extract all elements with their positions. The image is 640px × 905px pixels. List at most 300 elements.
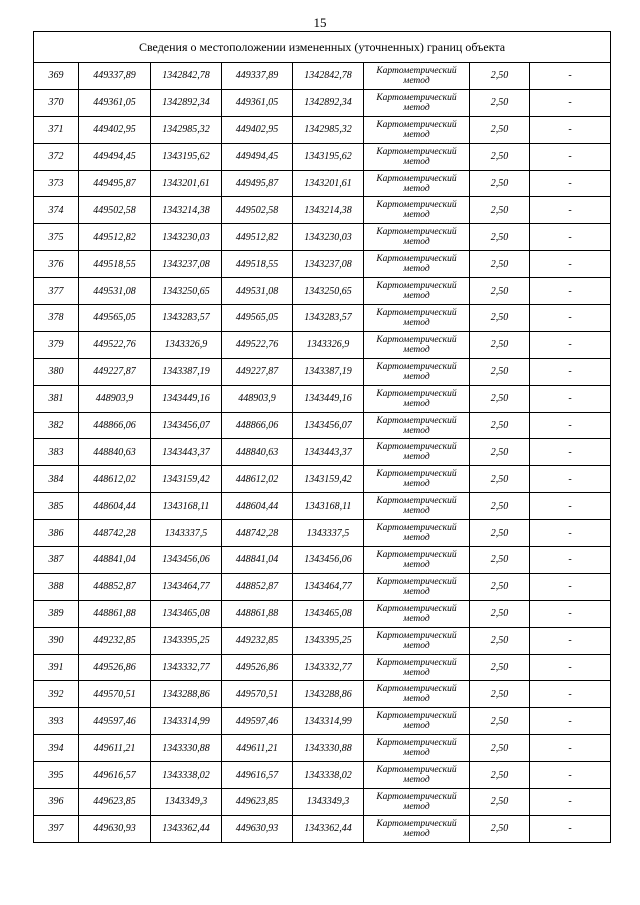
point-number-cell: 397 [34, 815, 79, 842]
accuracy-cell: 2,50 [470, 547, 530, 574]
x-new-cell: 448840,63 [222, 439, 293, 466]
table-row [34, 466, 611, 493]
method-line1: Картометрический [376, 630, 457, 641]
point-number-cell: 382 [34, 412, 79, 439]
method-cell [364, 600, 470, 627]
accuracy-cell: 2,50 [470, 305, 530, 332]
x-old-cell: 448742,28 [79, 520, 151, 547]
method-line2: метод [403, 667, 430, 678]
x-old-cell: 448861,88 [79, 600, 151, 627]
method-line1: Картометрический [376, 657, 457, 668]
table-caption: Сведения о местоположении измененных (уточненных) границ объекта [34, 32, 611, 63]
description-cell: - [530, 815, 611, 842]
table-row [34, 278, 611, 305]
table-row [34, 143, 611, 170]
point-number-cell: 394 [34, 735, 79, 762]
method-line1: Картометрический [376, 173, 457, 184]
y-new-cell: 1343443,37 [293, 439, 364, 466]
method-line2: метод [403, 748, 430, 759]
accuracy-cell: 2,50 [470, 251, 530, 278]
table-row [34, 305, 611, 332]
method-line1: Картометрический [376, 738, 457, 749]
point-number-cell: 386 [34, 520, 79, 547]
y-new-cell: 1343237,08 [293, 251, 364, 278]
method-cell [364, 654, 470, 681]
point-number-cell: 390 [34, 627, 79, 654]
accuracy-cell: 2,50 [470, 573, 530, 600]
point-number-cell: 372 [34, 143, 79, 170]
accuracy-cell: 2,50 [470, 143, 530, 170]
point-number-cell: 375 [34, 224, 79, 251]
table-body [34, 63, 611, 843]
description-cell: - [530, 789, 611, 816]
table-row [34, 385, 611, 412]
x-new-cell: 449232,85 [222, 627, 293, 654]
point-number-cell: 380 [34, 358, 79, 385]
method-cell [364, 170, 470, 197]
y-new-cell: 1343337,5 [293, 520, 364, 547]
method-line2: метод [403, 533, 430, 544]
method-cell [364, 815, 470, 842]
y-new-cell: 1342892,34 [293, 89, 364, 116]
x-new-cell: 449402,95 [222, 116, 293, 143]
point-number-cell: 377 [34, 278, 79, 305]
y-new-cell: 1343395,25 [293, 627, 364, 654]
y-old-cell: 1343230,03 [151, 224, 222, 251]
y-new-cell: 1343159,42 [293, 466, 364, 493]
accuracy-cell: 2,50 [470, 224, 530, 251]
x-new-cell: 448866,06 [222, 412, 293, 439]
table-row [34, 735, 611, 762]
description-cell: - [530, 116, 611, 143]
method-cell [364, 439, 470, 466]
description-cell: - [530, 170, 611, 197]
method-cell [364, 520, 470, 547]
point-number-cell: 391 [34, 654, 79, 681]
method-cell [364, 627, 470, 654]
point-number-cell: 385 [34, 493, 79, 520]
method-line1: Картометрический [376, 684, 457, 695]
point-number-cell: 378 [34, 305, 79, 332]
method-line2: метод [403, 506, 430, 517]
y-old-cell: 1343362,44 [151, 815, 222, 842]
description-cell: - [530, 251, 611, 278]
description-cell: - [530, 197, 611, 224]
method-cell [364, 278, 470, 305]
method-line2: метод [403, 586, 430, 597]
y-old-cell: 1343337,5 [151, 520, 222, 547]
accuracy-cell: 2,50 [470, 762, 530, 789]
method-cell [364, 762, 470, 789]
accuracy-cell: 2,50 [470, 358, 530, 385]
x-new-cell: 449522,76 [222, 331, 293, 358]
accuracy-cell: 2,50 [470, 654, 530, 681]
accuracy-cell: 2,50 [470, 331, 530, 358]
method-line2: метод [403, 721, 430, 732]
method-line2: метод [403, 828, 430, 839]
description-cell: - [530, 224, 611, 251]
x-old-cell: 449402,95 [79, 116, 151, 143]
method-cell [364, 143, 470, 170]
y-old-cell: 1343195,62 [151, 143, 222, 170]
point-number-cell: 370 [34, 89, 79, 116]
description-cell: - [530, 547, 611, 574]
x-old-cell: 449565,05 [79, 305, 151, 332]
method-line1: Картометрический [376, 765, 457, 776]
x-old-cell: 449611,21 [79, 735, 151, 762]
table-row [34, 815, 611, 842]
method-cell [364, 789, 470, 816]
method-cell [364, 493, 470, 520]
y-new-cell: 1343349,3 [293, 789, 364, 816]
table-row [34, 573, 611, 600]
y-new-cell: 1343456,06 [293, 547, 364, 574]
x-new-cell: 448852,87 [222, 573, 293, 600]
point-number-cell: 396 [34, 789, 79, 816]
x-new-cell: 449623,85 [222, 789, 293, 816]
method-line2: метод [403, 344, 430, 355]
x-old-cell: 449361,05 [79, 89, 151, 116]
y-new-cell: 1343362,44 [293, 815, 364, 842]
x-new-cell: 449495,87 [222, 170, 293, 197]
table-row [34, 681, 611, 708]
x-old-cell: 449502,58 [79, 197, 151, 224]
y-new-cell: 1343326,9 [293, 331, 364, 358]
x-new-cell: 448841,04 [222, 547, 293, 574]
description-cell: - [530, 385, 611, 412]
table-row [34, 600, 611, 627]
description-cell: - [530, 762, 611, 789]
x-old-cell: 449616,57 [79, 762, 151, 789]
x-new-cell: 449494,45 [222, 143, 293, 170]
y-old-cell: 1343443,37 [151, 439, 222, 466]
x-new-cell: 448903,9 [222, 385, 293, 412]
x-old-cell: 449494,45 [79, 143, 151, 170]
x-old-cell: 449531,08 [79, 278, 151, 305]
y-old-cell: 1342892,34 [151, 89, 222, 116]
table-row [34, 89, 611, 116]
description-cell: - [530, 708, 611, 735]
y-new-cell: 1343250,65 [293, 278, 364, 305]
method-line2: метод [403, 452, 430, 463]
method-line1: Картометрический [376, 496, 457, 507]
accuracy-cell: 2,50 [470, 735, 530, 762]
y-new-cell: 1343464,77 [293, 573, 364, 600]
y-new-cell: 1343465,08 [293, 600, 364, 627]
accuracy-cell: 2,50 [470, 600, 530, 627]
x-old-cell: 448852,87 [79, 573, 151, 600]
method-cell [364, 547, 470, 574]
accuracy-cell: 2,50 [470, 116, 530, 143]
accuracy-cell: 2,50 [470, 493, 530, 520]
method-line2: метод [403, 775, 430, 786]
y-old-cell: 1343449,16 [151, 385, 222, 412]
x-new-cell: 449597,46 [222, 708, 293, 735]
method-cell [364, 63, 470, 90]
y-new-cell: 1343283,57 [293, 305, 364, 332]
y-new-cell: 1343332,77 [293, 654, 364, 681]
accuracy-cell: 2,50 [470, 412, 530, 439]
point-number-cell: 392 [34, 681, 79, 708]
method-line1: Картометрический [376, 415, 457, 426]
method-line2: метод [403, 398, 430, 409]
x-old-cell: 449526,86 [79, 654, 151, 681]
page-number: 15 [313, 15, 327, 30]
method-line2: метод [403, 102, 430, 113]
method-line2: метод [403, 371, 430, 382]
description-cell: - [530, 439, 611, 466]
accuracy-cell: 2,50 [470, 439, 530, 466]
method-line2: метод [403, 75, 430, 86]
x-old-cell: 449337,89 [79, 63, 151, 90]
y-old-cell: 1342842,78 [151, 63, 222, 90]
y-old-cell: 1343332,77 [151, 654, 222, 681]
x-new-cell: 449531,08 [222, 278, 293, 305]
method-line2: метод [403, 613, 430, 624]
y-old-cell: 1342985,32 [151, 116, 222, 143]
y-new-cell: 1343214,38 [293, 197, 364, 224]
method-cell [364, 412, 470, 439]
y-old-cell: 1343250,65 [151, 278, 222, 305]
y-old-cell: 1343314,99 [151, 708, 222, 735]
method-cell [364, 385, 470, 412]
x-new-cell: 449526,86 [222, 654, 293, 681]
method-line1: Картометрический [376, 791, 457, 802]
x-old-cell: 449512,82 [79, 224, 151, 251]
method-line2: метод [403, 640, 430, 651]
description-cell: - [530, 331, 611, 358]
x-new-cell: 448861,88 [222, 600, 293, 627]
y-old-cell: 1343338,02 [151, 762, 222, 789]
table-row [34, 520, 611, 547]
description-cell: - [530, 143, 611, 170]
accuracy-cell: 2,50 [470, 278, 530, 305]
method-line1: Картометрический [376, 361, 457, 372]
point-number-cell: 388 [34, 573, 79, 600]
method-cell [364, 116, 470, 143]
point-number-cell: 395 [34, 762, 79, 789]
point-number-cell: 376 [34, 251, 79, 278]
accuracy-cell: 2,50 [470, 89, 530, 116]
x-new-cell: 449361,05 [222, 89, 293, 116]
y-new-cell: 1343288,86 [293, 681, 364, 708]
y-new-cell: 1342842,78 [293, 63, 364, 90]
description-cell: - [530, 89, 611, 116]
x-old-cell: 448840,63 [79, 439, 151, 466]
x-new-cell: 449337,89 [222, 63, 293, 90]
table-row [34, 63, 611, 90]
description-cell: - [530, 573, 611, 600]
x-old-cell: 448903,9 [79, 385, 151, 412]
x-new-cell: 449512,82 [222, 224, 293, 251]
x-new-cell: 449518,55 [222, 251, 293, 278]
description-cell: - [530, 627, 611, 654]
y-new-cell: 1343449,16 [293, 385, 364, 412]
x-old-cell: 449570,51 [79, 681, 151, 708]
method-cell [364, 331, 470, 358]
method-line1: Картометрический [376, 200, 457, 211]
description-cell: - [530, 358, 611, 385]
point-number-cell: 393 [34, 708, 79, 735]
description-cell: - [530, 412, 611, 439]
boundary-table [33, 31, 611, 843]
method-cell [364, 708, 470, 735]
table-row [34, 654, 611, 681]
x-old-cell: 448841,04 [79, 547, 151, 574]
method-cell [364, 735, 470, 762]
accuracy-cell: 2,50 [470, 627, 530, 654]
x-old-cell: 449495,87 [79, 170, 151, 197]
method-line2: метод [403, 801, 430, 812]
method-line1: Картометрический [376, 119, 457, 130]
x-old-cell: 449518,55 [79, 251, 151, 278]
y-old-cell: 1343465,08 [151, 600, 222, 627]
method-cell [364, 573, 470, 600]
accuracy-cell: 2,50 [470, 815, 530, 842]
method-line2: метод [403, 183, 430, 194]
accuracy-cell: 2,50 [470, 520, 530, 547]
point-number-cell: 371 [34, 116, 79, 143]
table-row [34, 170, 611, 197]
y-old-cell: 1343456,06 [151, 547, 222, 574]
method-line1: Картометрический [376, 307, 457, 318]
description-cell: - [530, 63, 611, 90]
method-line1: Картометрический [376, 818, 457, 829]
y-old-cell: 1343395,25 [151, 627, 222, 654]
method-line1: Картометрический [376, 388, 457, 399]
accuracy-cell: 2,50 [470, 197, 530, 224]
point-number-cell: 389 [34, 600, 79, 627]
y-old-cell: 1343464,77 [151, 573, 222, 600]
x-new-cell: 449630,93 [222, 815, 293, 842]
method-line1: Картометрический [376, 442, 457, 453]
x-new-cell: 449565,05 [222, 305, 293, 332]
table-row [34, 627, 611, 654]
method-line2: метод [403, 479, 430, 490]
y-new-cell: 1343338,02 [293, 762, 364, 789]
description-cell: - [530, 654, 611, 681]
method-line1: Картометрический [376, 469, 457, 480]
y-old-cell: 1343330,88 [151, 735, 222, 762]
table-row [34, 708, 611, 735]
description-cell: - [530, 278, 611, 305]
y-new-cell: 1343314,99 [293, 708, 364, 735]
table-row [34, 116, 611, 143]
table-row [34, 251, 611, 278]
method-cell [364, 681, 470, 708]
method-cell [364, 251, 470, 278]
method-line1: Картометрический [376, 146, 457, 157]
y-old-cell: 1343349,3 [151, 789, 222, 816]
method-line2: метод [403, 264, 430, 275]
method-line1: Картометрический [376, 549, 457, 560]
y-new-cell: 1343456,07 [293, 412, 364, 439]
x-old-cell: 449227,87 [79, 358, 151, 385]
y-new-cell: 1343387,19 [293, 358, 364, 385]
point-number-cell: 383 [34, 439, 79, 466]
method-line2: метод [403, 559, 430, 570]
table-row [34, 331, 611, 358]
method-cell [364, 466, 470, 493]
accuracy-cell: 2,50 [470, 170, 530, 197]
x-old-cell: 449630,93 [79, 815, 151, 842]
y-new-cell: 1343201,61 [293, 170, 364, 197]
point-number-cell: 369 [34, 63, 79, 90]
y-new-cell: 1343168,11 [293, 493, 364, 520]
table-row [34, 358, 611, 385]
point-number-cell: 373 [34, 170, 79, 197]
y-old-cell: 1343168,11 [151, 493, 222, 520]
point-number-cell: 387 [34, 547, 79, 574]
x-new-cell: 448742,28 [222, 520, 293, 547]
method-line1: Картометрический [376, 92, 457, 103]
method-line1: Картометрический [376, 227, 457, 238]
accuracy-cell: 2,50 [470, 708, 530, 735]
table-row [34, 762, 611, 789]
method-line2: метод [403, 129, 430, 140]
table-row [34, 789, 611, 816]
method-line2: метод [403, 425, 430, 436]
description-cell: - [530, 520, 611, 547]
y-old-cell: 1343326,9 [151, 331, 222, 358]
description-cell: - [530, 600, 611, 627]
method-line1: Картометрический [376, 523, 457, 534]
method-line1: Картометрический [376, 334, 457, 345]
table-row [34, 197, 611, 224]
description-cell: - [530, 466, 611, 493]
x-new-cell: 449502,58 [222, 197, 293, 224]
method-line2: метод [403, 291, 430, 302]
point-number-cell: 379 [34, 331, 79, 358]
x-old-cell: 449232,85 [79, 627, 151, 654]
method-line1: Картометрический [376, 711, 457, 722]
x-old-cell: 448604,44 [79, 493, 151, 520]
point-number-cell: 374 [34, 197, 79, 224]
method-line1: Картометрический [376, 603, 457, 614]
y-old-cell: 1343201,61 [151, 170, 222, 197]
table-row [34, 412, 611, 439]
method-line1: Картометрический [376, 576, 457, 587]
x-new-cell: 448604,44 [222, 493, 293, 520]
x-old-cell: 449597,46 [79, 708, 151, 735]
accuracy-cell: 2,50 [470, 63, 530, 90]
method-cell [364, 358, 470, 385]
method-line2: метод [403, 317, 430, 328]
method-cell [364, 224, 470, 251]
accuracy-cell: 2,50 [470, 466, 530, 493]
method-line1: Картометрический [376, 254, 457, 265]
description-cell: - [530, 493, 611, 520]
table-row [34, 493, 611, 520]
method-line2: метод [403, 210, 430, 221]
method-cell [364, 89, 470, 116]
table-row [34, 224, 611, 251]
y-old-cell: 1343237,08 [151, 251, 222, 278]
x-new-cell: 449570,51 [222, 681, 293, 708]
description-cell: - [530, 681, 611, 708]
method-line2: метод [403, 237, 430, 248]
y-old-cell: 1343288,86 [151, 681, 222, 708]
y-old-cell: 1343456,07 [151, 412, 222, 439]
x-new-cell: 449616,57 [222, 762, 293, 789]
method-line2: метод [403, 156, 430, 167]
point-number-cell: 384 [34, 466, 79, 493]
method-cell [364, 197, 470, 224]
y-new-cell: 1343230,03 [293, 224, 364, 251]
x-new-cell: 449611,21 [222, 735, 293, 762]
y-old-cell: 1343159,42 [151, 466, 222, 493]
method-line1: Картометрический [376, 65, 457, 76]
